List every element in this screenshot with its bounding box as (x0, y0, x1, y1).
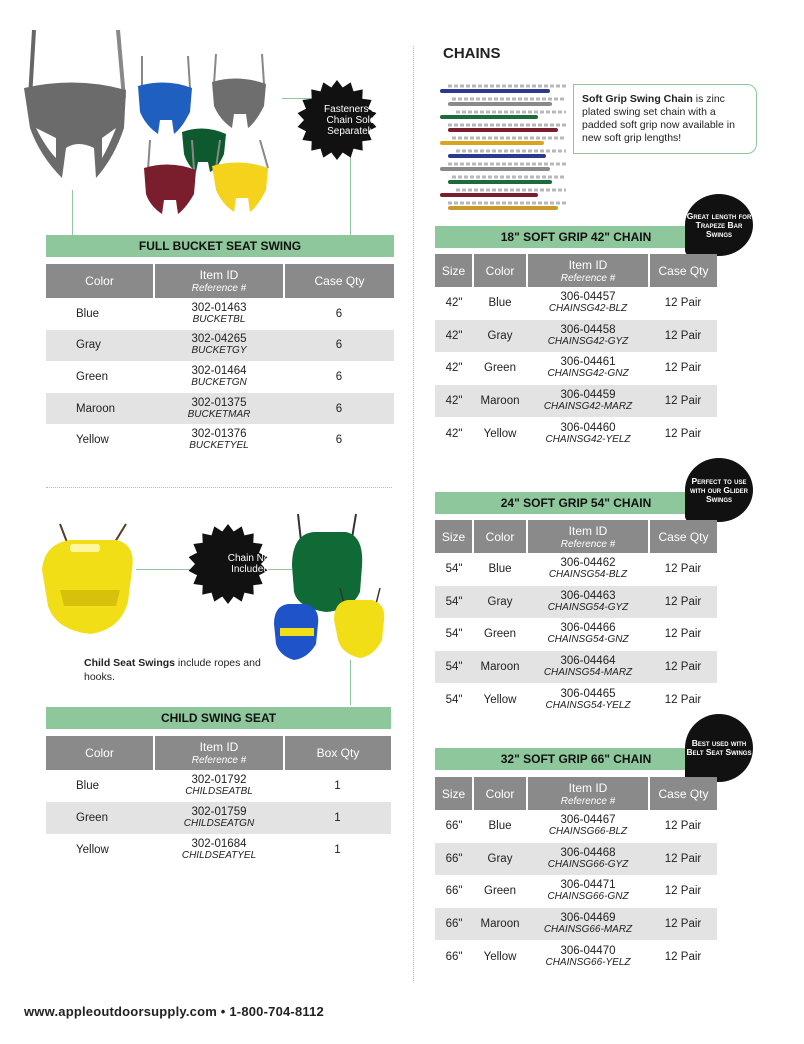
col-header-size: Size (435, 520, 473, 553)
col-header-item-id: Item ID Reference # (154, 264, 284, 298)
qty-cell: 12 Pair (649, 651, 717, 684)
blue-bucket-seat-image (138, 56, 192, 134)
item-id: 302-01792 (191, 774, 247, 786)
color-cell: Maroon (473, 651, 527, 684)
chain32-tag: Best used with Belt Seat Swings (685, 714, 753, 782)
reference-code: BUCKETYEL (189, 440, 249, 452)
item-id: 302-01463 (191, 301, 247, 314)
color-cell: Blue (76, 307, 100, 320)
item-id-cell (154, 424, 284, 456)
col-header-box-qty: Box Qty (284, 736, 391, 770)
color-cell: Green (484, 362, 516, 375)
item-id-cell (527, 683, 649, 716)
size-cell: 42" (435, 320, 473, 353)
column-divider (413, 46, 414, 981)
item-id: 306-04462 (560, 557, 616, 570)
reference-code: CHILDSEATGN (183, 818, 255, 829)
table-row (46, 393, 394, 425)
item-id: 306-04460 (560, 421, 616, 434)
child-title: CHILD SWING SEAT (46, 707, 391, 729)
fasteners-badge (297, 80, 377, 160)
reference-code: CHAINSG54-GNZ (547, 634, 629, 646)
col-header-item-id: Item ID Reference # (527, 520, 649, 553)
item-id: 306-04459 (560, 389, 616, 402)
item-id-cell (527, 940, 649, 973)
item-id: 302-01376 (191, 428, 247, 441)
reference-code: CHAINSG66-GNZ (547, 891, 629, 903)
item-id: 306-04465 (560, 687, 616, 700)
reference-code: BUCKETMAR (187, 408, 251, 420)
color-cell: Gray (46, 330, 154, 362)
chain18-tag: Great length for Trapeze Bar Swings (685, 194, 753, 256)
item-id-cell (154, 393, 284, 425)
col-header-item-id: Item ID Reference # (527, 254, 649, 287)
col-header-color: Color (46, 264, 154, 298)
table-row (435, 843, 717, 876)
qty-cell: 12 Pair (664, 693, 702, 706)
table-row (46, 330, 394, 362)
table-row (435, 651, 717, 684)
child-table (46, 736, 391, 866)
color-cell: Gray (473, 320, 527, 353)
item-id-cell (154, 330, 284, 362)
qty-cell: 6 (335, 307, 343, 320)
table-row (46, 802, 391, 834)
qty-cell: 6 (284, 330, 394, 362)
chain-not-included-text: Chain Not Included (227, 553, 273, 575)
child-description: Child Seat Swings include ropes and hooks. (84, 657, 261, 683)
reference-code: CHAINSG54-BLZ (548, 569, 628, 581)
reference-code: CHAINSG42-GYZ (547, 335, 629, 347)
reference-code: BUCKETGY (191, 345, 247, 357)
size-cell: 42" (445, 427, 463, 440)
soft-grip-bar (448, 180, 552, 184)
color-cell: Maroon (473, 908, 527, 941)
table-row (435, 618, 717, 651)
col-header-case-qty: Case Qty (649, 520, 717, 553)
qty-cell: 1 (284, 802, 391, 834)
size-cell: 54" (435, 651, 473, 684)
col-header-case-qty: Case Qty (649, 254, 717, 287)
color-cell: Green (484, 885, 516, 898)
reference-code: CHAINSG42-YELZ (545, 433, 631, 445)
size-cell: 66" (445, 885, 463, 898)
reference-code: CHAINSG66-YELZ (545, 956, 631, 968)
soft-grip-bar (448, 154, 546, 158)
item-id-cell (527, 810, 649, 843)
reference-code: CHAINSG54-YELZ (545, 699, 631, 711)
table-row (435, 940, 717, 973)
size-cell: 66" (435, 908, 473, 941)
reference-code: CHAINSG66-BLZ (548, 826, 628, 838)
item-id: 306-04469 (560, 912, 616, 925)
small-gray-bucket-seat-image (212, 54, 266, 128)
reference-code: CHAINSG42-MARZ (543, 401, 633, 413)
item-id: 306-04457 (560, 291, 616, 304)
soft-grip-bar (440, 115, 538, 119)
soft-grip-bar (440, 89, 550, 93)
reference-code: CHAINSG66-MARZ (543, 924, 633, 936)
item-id-cell (154, 770, 284, 802)
item-id-cell (527, 553, 649, 586)
item-id-cell (154, 834, 284, 866)
item-id: 306-04468 (560, 846, 616, 859)
color-cell: Gray (473, 586, 527, 619)
table-row (435, 417, 717, 450)
qty-cell: 1 (334, 780, 341, 792)
item-id-cell (527, 320, 649, 353)
qty-cell: 12 Pair (664, 297, 702, 310)
color-cell: Maroon (473, 385, 527, 418)
color-cell: Blue (488, 820, 512, 833)
col-header-color: Color (46, 736, 154, 770)
color-cell: Maroon (46, 393, 154, 425)
table-row (435, 908, 717, 941)
connector-line (72, 190, 73, 235)
col-header-color: Color (473, 254, 527, 287)
section-divider (46, 487, 392, 488)
qty-cell: 12 Pair (664, 885, 702, 898)
chains-heading: CHAINS (443, 45, 501, 62)
table-row (46, 361, 394, 393)
item-id-cell (527, 287, 649, 320)
col-header-color: Color (473, 777, 527, 810)
reference-code: CHAINSG66-GYZ (547, 858, 629, 870)
qty-cell: 6 (335, 370, 343, 383)
reference-code: BUCKETBL (192, 313, 246, 325)
size-cell: 42" (445, 297, 463, 310)
qty-cell: 12 Pair (649, 320, 717, 353)
color-cell: Yellow (76, 434, 109, 447)
reference-code: CHILDSEATYEL (181, 850, 257, 861)
color-cell: Blue (488, 297, 512, 310)
size-cell: 66" (435, 843, 473, 876)
size-cell: 42" (445, 362, 463, 375)
col-header-color: Color (473, 520, 527, 553)
chain24-table (435, 520, 717, 716)
item-id-cell (527, 843, 649, 876)
chain-not-included-badge (188, 524, 273, 604)
item-id-cell (527, 908, 649, 941)
item-id: 302-01375 (191, 396, 247, 409)
size-cell: 66" (445, 820, 463, 833)
soft-grip-bar (440, 167, 550, 171)
size-cell: 42" (435, 385, 473, 418)
item-id-cell (154, 802, 284, 834)
table-row (435, 875, 717, 908)
connector-line (136, 569, 194, 570)
color-cell: Blue (488, 563, 512, 576)
item-id: 302-04265 (191, 333, 247, 346)
color-cell: Blue (76, 780, 100, 792)
item-id: 306-04470 (560, 944, 616, 957)
qty-cell: 12 Pair (664, 427, 702, 440)
col-header-case-qty: Case Qty (649, 777, 717, 810)
item-id-cell (527, 618, 649, 651)
table-row (435, 320, 717, 353)
item-id: 302-01464 (191, 364, 247, 377)
item-id: 306-04461 (560, 356, 616, 369)
bucket-title: FULL BUCKET SEAT SWING (46, 235, 394, 257)
chains-photo (438, 80, 570, 218)
size-cell: 54" (445, 693, 463, 706)
reference-code: CHILDSEATBL (185, 786, 253, 797)
item-id-cell (527, 586, 649, 619)
yellow-child-seat-image (42, 524, 133, 634)
soft-grip-bar (440, 193, 538, 197)
color-cell: Green (76, 370, 108, 383)
qty-cell: 12 Pair (664, 628, 702, 641)
item-id-cell (527, 385, 649, 418)
table-row (435, 810, 717, 843)
qty-cell: 6 (284, 393, 394, 425)
col-header-item-id: Item ID Reference # (154, 736, 284, 770)
soft-grip-bar (448, 206, 558, 210)
reference-code: CHAINSG54-GYZ (547, 601, 629, 613)
col-header-size: Size (435, 777, 473, 810)
col-header-size: Size (435, 254, 473, 287)
color-cell: Gray (473, 843, 527, 876)
item-id: 302-01759 (191, 806, 247, 818)
reference-code: CHAINSG42-BLZ (548, 303, 628, 315)
qty-cell: 12 Pair (649, 843, 717, 876)
table-row (435, 683, 717, 716)
connector-line (350, 150, 351, 235)
qty-cell: 12 Pair (664, 362, 702, 375)
qty-cell: 12 Pair (649, 908, 717, 941)
chain32-table (435, 777, 717, 973)
table-row (46, 834, 391, 866)
reference-code: BUCKETGN (191, 376, 247, 388)
table-row (46, 770, 391, 802)
col-header-item-id: Item ID Reference # (527, 777, 649, 810)
item-id-cell (527, 352, 649, 385)
item-id: 306-04466 (560, 622, 616, 635)
size-cell: 54" (445, 628, 463, 641)
item-id: 306-04463 (560, 589, 616, 602)
item-id-cell (154, 298, 284, 330)
gray-bucket-seat-image (24, 30, 126, 178)
table-row (435, 586, 717, 619)
chain32-title: 32" SOFT GRIP 66" CHAIN (435, 748, 717, 770)
qty-cell: 12 Pair (649, 586, 717, 619)
item-id-cell (527, 651, 649, 684)
color-cell: Green (46, 802, 154, 834)
color-cell: Yellow (483, 693, 517, 706)
item-id: 306-04464 (560, 655, 616, 668)
table-row (46, 424, 394, 456)
col-header-case-qty: Case Qty (284, 264, 394, 298)
reference-code: CHAINSG54-MARZ (543, 667, 633, 679)
blue-child-seat-image (274, 604, 318, 660)
soft-grip-bar (440, 141, 544, 145)
qty-cell: 12 Pair (664, 950, 702, 963)
qty-cell: 12 Pair (664, 820, 702, 833)
qty-cell: 6 (335, 434, 343, 447)
color-cell: Yellow (76, 844, 109, 856)
item-id: 306-04467 (560, 814, 616, 827)
size-cell: 54" (445, 563, 463, 576)
fasteners-badge-text: Fasteners & Chain Sold Separately (324, 103, 378, 137)
table-row (435, 352, 717, 385)
chain18-title: 18" SOFT GRIP 42" CHAIN (435, 226, 717, 248)
chain24-tag: Perfect to use with our Glider Swings (685, 458, 753, 522)
soft-grip-callout: Soft Grip Swing Chain is zinc plated swing set chain with a padded soft grip now available in new soft grip lengths! (573, 84, 757, 154)
table-row (46, 298, 394, 330)
color-cell: Yellow (483, 950, 517, 963)
table-row (435, 385, 717, 418)
bucket-table (46, 264, 394, 456)
item-id: 302-01684 (191, 838, 247, 850)
item-id: 306-04458 (560, 323, 616, 336)
item-id-cell (527, 875, 649, 908)
size-cell: 66" (445, 950, 463, 963)
chain18-table (435, 254, 717, 450)
qty-cell: 12 Pair (664, 563, 702, 576)
footer-contact: www.appleoutdoorsupply.com • 1-800-704-8112 (24, 1004, 324, 1019)
chain24-title: 24" SOFT GRIP 54" CHAIN (435, 492, 717, 514)
reference-code: CHAINSG42-GNZ (547, 368, 629, 380)
color-cell: Green (484, 628, 516, 641)
qty-cell: 12 Pair (649, 385, 717, 418)
soft-grip-bar (448, 102, 552, 106)
qty-cell: 1 (334, 844, 341, 856)
size-cell: 54" (435, 586, 473, 619)
item-id-cell (154, 361, 284, 393)
item-id-cell (527, 417, 649, 450)
table-row (435, 287, 717, 320)
connector-line (350, 660, 351, 705)
item-id: 306-04471 (560, 879, 616, 892)
table-row (435, 553, 717, 586)
color-cell: Yellow (483, 427, 517, 440)
soft-grip-bar (448, 128, 558, 132)
